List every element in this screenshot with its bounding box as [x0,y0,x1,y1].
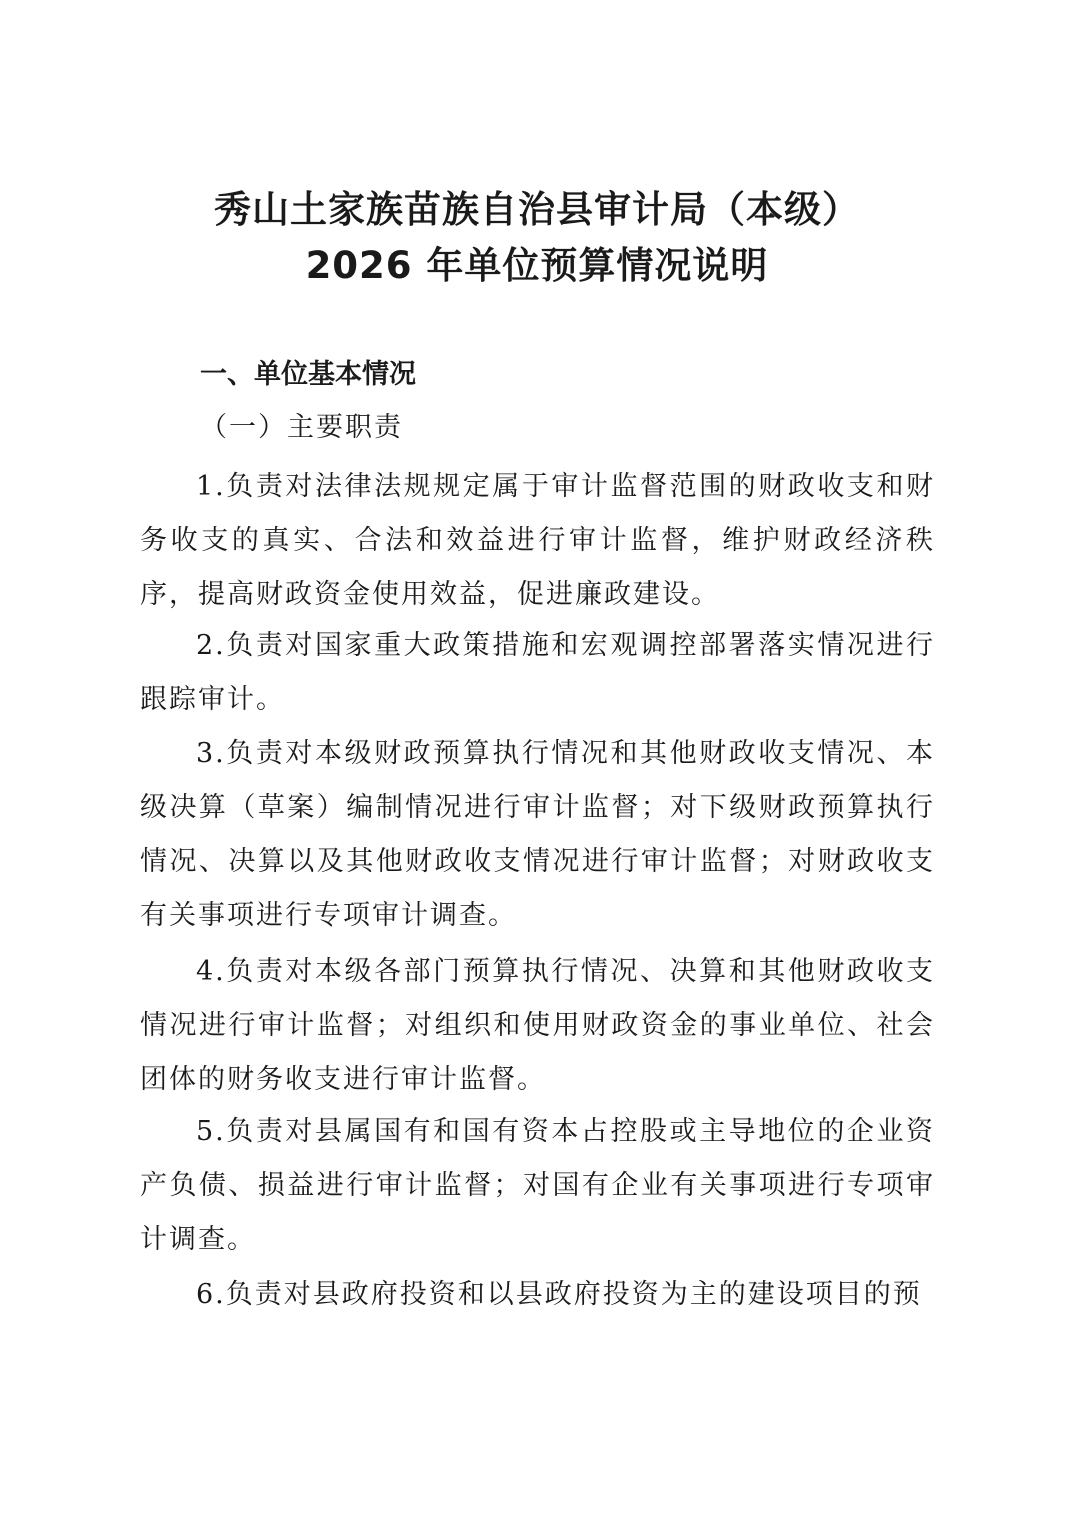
duty-paragraph-1: 1.负责对法律法规规定属于审计监督范围的财政收支和财务收支的真实、合法和效益进行审计监督，维护财政经济秩序，提高财政资金使用效益，促进廉政建设。 [140,471,935,610]
duty-paragraph-2: 2.负责对国家重大政策措施和宏观调控部署落实情况进行跟踪审计。 [140,630,935,715]
document-title-line1: 秀山土家族苗族自治县审计局（本级） [214,188,860,231]
subsection-heading-main-duties: （一）主要职责 [200,412,403,443]
duty-paragraph-5: 5.负责对县属国有和国有资本占控股或主导地位的企业资产负债、损益进行审计监督；对国有企业有关事项进行专项审计调查。 [140,1116,935,1255]
duty-paragraph-4: 4.负责对本级各部门预算执行情况、决算和其他财政收支情况进行审计监督；对组织和使用财政资金的事业单位、社会团体的财务收支进行审计监督。 [140,956,935,1095]
document-title-line2: 2026 年单位预算情况说明 [305,244,769,287]
duty-paragraph-6: 6.负责对县政府投资和以县政府投资为主的建设项目的预 [196,1279,922,1310]
duty-paragraph-3: 3.负责对本级财政预算执行情况和其他财政收支情况、本级决算（草案）编制情况进行审计监督；对下级财政预算执行情况、决算以及其他财政收支情况进行审计监督；对财政收支有关事项进行专项审计调查。 [140,738,935,931]
section-heading-basic-info: 一、单位基本情况 [200,359,416,390]
